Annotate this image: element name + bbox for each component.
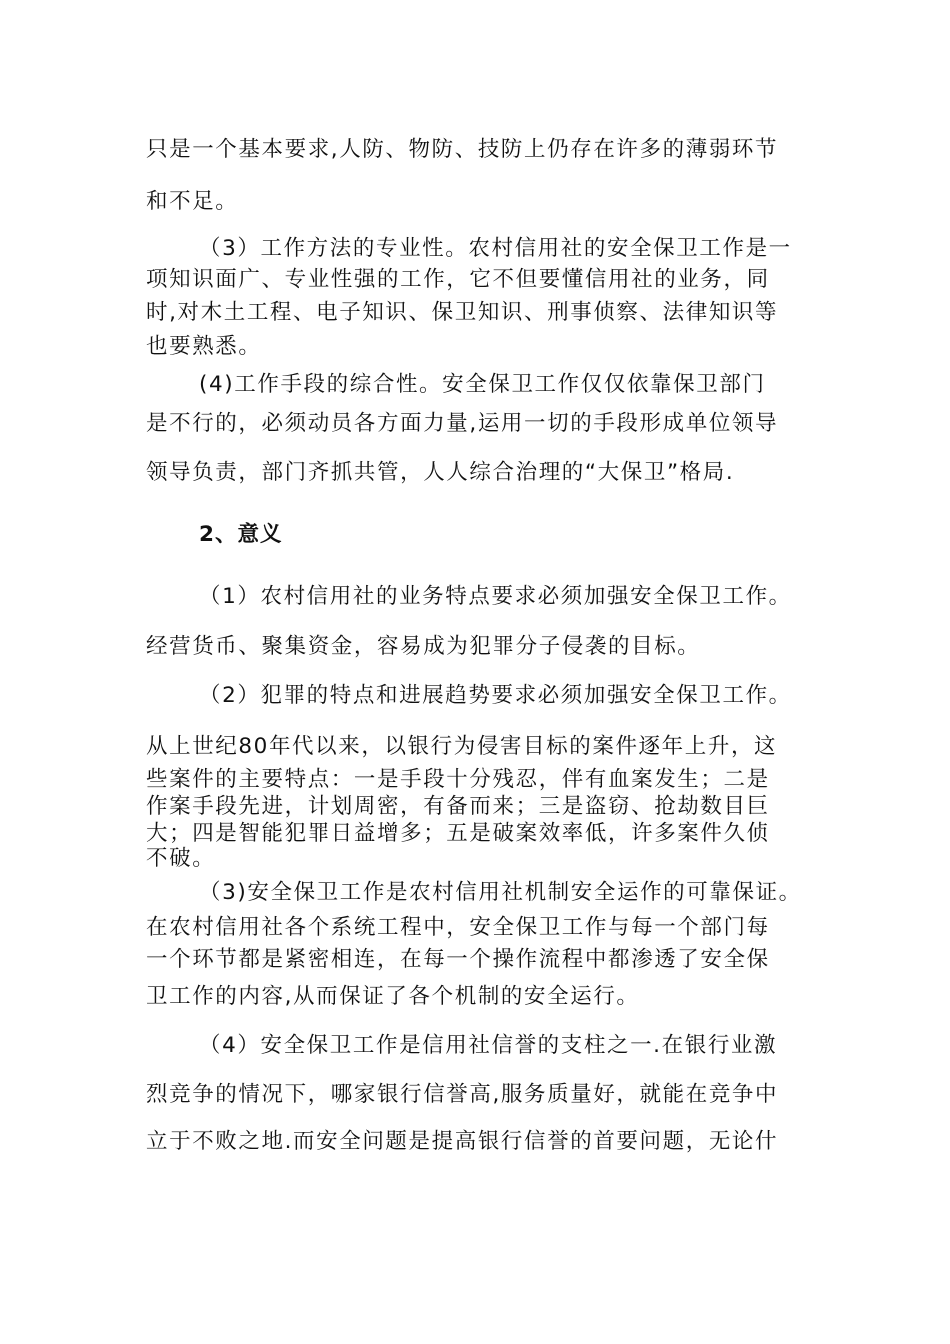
text-line: 些案件的主要特点：一是手段十分残忍，伴有血案发生；二是 — [146, 767, 770, 792]
text-line: 卫工作的内容,从而保证了各个机制的安全运行。 — [146, 984, 640, 1009]
text-line: 也要熟悉。 — [146, 334, 262, 359]
meaning-4-line: （4）安全保卫工作是信用社信誉的支柱之一.在银行业激 — [199, 1033, 778, 1058]
paragraph-3-heading-line: （3）工作方法的专业性。农村信用社的安全保卫工作是一 — [199, 236, 792, 261]
text-line: 时,对木土工程、电子知识、保卫知识、刑事侦察、法律知识等 — [146, 300, 779, 325]
text-line: 和不足。 — [146, 189, 239, 214]
text-line: 大；四是智能犯罪日益增多；五是破案效率低，许多案件久侦 — [146, 821, 770, 846]
text-line: 不破。 — [146, 846, 216, 871]
text-line: 经营货币、聚集资金，容易成为犯罪分子侵袭的目标。 — [146, 634, 701, 659]
text-line: 立于不败之地.而安全问题是提高银行信誉的首要问题，无论什 — [146, 1129, 779, 1154]
text-line: 在农村信用社各个系统工程中，安全保卫工作与每一个部门每 — [146, 915, 770, 940]
paragraph-4-heading-line: (4)工作手段的综合性。安全保卫工作仅仅依靠保卫部门 — [199, 372, 766, 397]
text-line: 只是一个基本要求,人防、物防、技防上仍存在许多的薄弱环节 — [146, 137, 779, 162]
meaning-2-line: （2）犯罪的特点和进展趋势要求必须加强安全保卫工作。 — [199, 683, 792, 708]
text-line: 领导负责，部门齐抓共管，人人综合治理的“大保卫”格局. — [146, 460, 735, 485]
text-line: 项知识面广、专业性强的工作，它不但要懂信用社的业务，同 — [146, 267, 770, 292]
text-line: 烈竞争的情况下，哪家银行信誉高,服务质量好，就能在竞争中 — [146, 1082, 779, 1107]
text-line: 从上世纪80年代以来，以银行为侵害目标的案件逐年上升，这 — [146, 734, 778, 759]
text-line: 是不行的，必须动员各方面力量,运用一切的手段形成单位领导 — [146, 411, 779, 436]
section-heading: 2、意义 — [199, 522, 283, 547]
meaning-3-line: （3)安全保卫工作是农村信用社机制安全运作的可靠保证。 — [199, 880, 802, 905]
text-line: 一个环节都是紧密相连，在每一个操作流程中都渗透了安全保 — [146, 947, 770, 972]
text-line: 作案手段先进，计划周密，有备而来；三是盗窃、抢劫数目巨 — [146, 794, 770, 819]
meaning-1-line: （1）农村信用社的业务特点要求必须加强安全保卫工作。 — [199, 584, 792, 609]
